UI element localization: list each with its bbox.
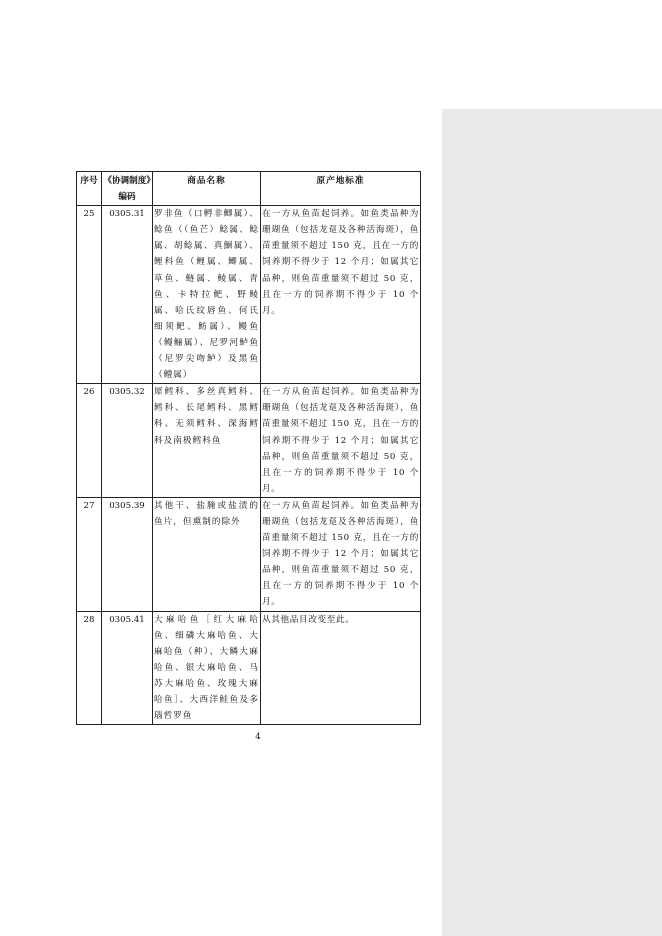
row-hs-code: 0305.41 xyxy=(102,611,153,725)
table-row xyxy=(77,497,421,611)
row-product-name: 其他干、盐腌或盐渍的鱼片，但熏制的除外 xyxy=(153,497,261,611)
row-no: 27 xyxy=(77,497,102,611)
header-origin-rule: 原产地标准 xyxy=(261,172,421,206)
row-product-name: 大麻哈鱼［红大麻哈鱼、细磷大麻哈鱼、大麻哈鱼（种）、大鳞大麻哈鱼、银大麻哈鱼、马苏大麻哈鱼、玫瑰大麻哈鱼］、大西洋鲑鱼及多瑙哲罗鱼 xyxy=(153,611,261,725)
row-hs-code: 0305.32 xyxy=(102,384,153,498)
page-number: 4 xyxy=(255,732,261,742)
header-hs-code: 《协调制度》编码 xyxy=(102,172,153,206)
row-product-name: 犀鳕科、多丝真鳕科、鳕科、长尾鳕科、黑鳕科、无须鳕科、深海鳕科及南极鳕科鱼 xyxy=(153,384,261,498)
row-origin-rule: 在一方从鱼苗起饲养。如鱼类品种为珊瑚鱼（包括龙趸及各种活海斑），鱼苗重量须不超过 150 克，且在一方的饲养期不得少于 12 个月；如属其它品种，则鱼苗重量须不超过 50 克，且在一方的饲养期不得少于 10 个月。 xyxy=(261,206,421,384)
header-product-name: 商品名称 xyxy=(153,172,261,206)
row-product-name: 罗非鱼（口孵非鲫属）、鲶鱼（（鱼芒）鲶属、鲶属、胡鲶属、真鮰属）、鲤科鱼（鲤属、鲫属、草鱼、鲢属、鲮属、青鱼、卡特拉鲃、野鲮属、哈氏纹唇鱼、何氏细须鲃、鲂属）、鳗鱼（鳗鲡属）、尼罗河鲈鱼（尼罗尖吻鲈）及黑鱼（鳢属） xyxy=(153,206,261,384)
row-no: 26 xyxy=(77,384,102,498)
comments-sidebar xyxy=(442,109,662,936)
row-no: 25 xyxy=(77,206,102,384)
row-no: 28 xyxy=(77,611,102,725)
origin-rules-table xyxy=(76,171,421,725)
header-no: 序号 xyxy=(77,172,102,206)
row-origin-rule: 在一方从鱼苗起饲养。如鱼类品种为珊瑚鱼（包括龙趸及各种活海斑），鱼苗重量须不超过 150 克，且在一方的饲养期不得少于 12 个月；如属其它品种，则鱼苗重量须不超过 50 克，且在一方的饲养期不得少于 10 个月。 xyxy=(261,497,421,611)
table-row xyxy=(77,384,421,498)
table-row xyxy=(77,611,421,725)
table-header-row xyxy=(77,172,421,206)
row-hs-code: 0305.31 xyxy=(102,206,153,384)
row-origin-rule: 从其他品目改变至此。 xyxy=(261,611,421,725)
table-row xyxy=(77,206,421,384)
row-origin-rule: 在一方从鱼苗起饲养。如鱼类品种为珊瑚鱼（包括龙趸及各种活海斑），鱼苗重量须不超过 150 克，且在一方的饲养期不得少于 12 个月；如属其它品种，则鱼苗重量须不超过 50 克，且在一方的饲养期不得少于 10 个月。 xyxy=(261,384,421,498)
row-hs-code: 0305.39 xyxy=(102,497,153,611)
